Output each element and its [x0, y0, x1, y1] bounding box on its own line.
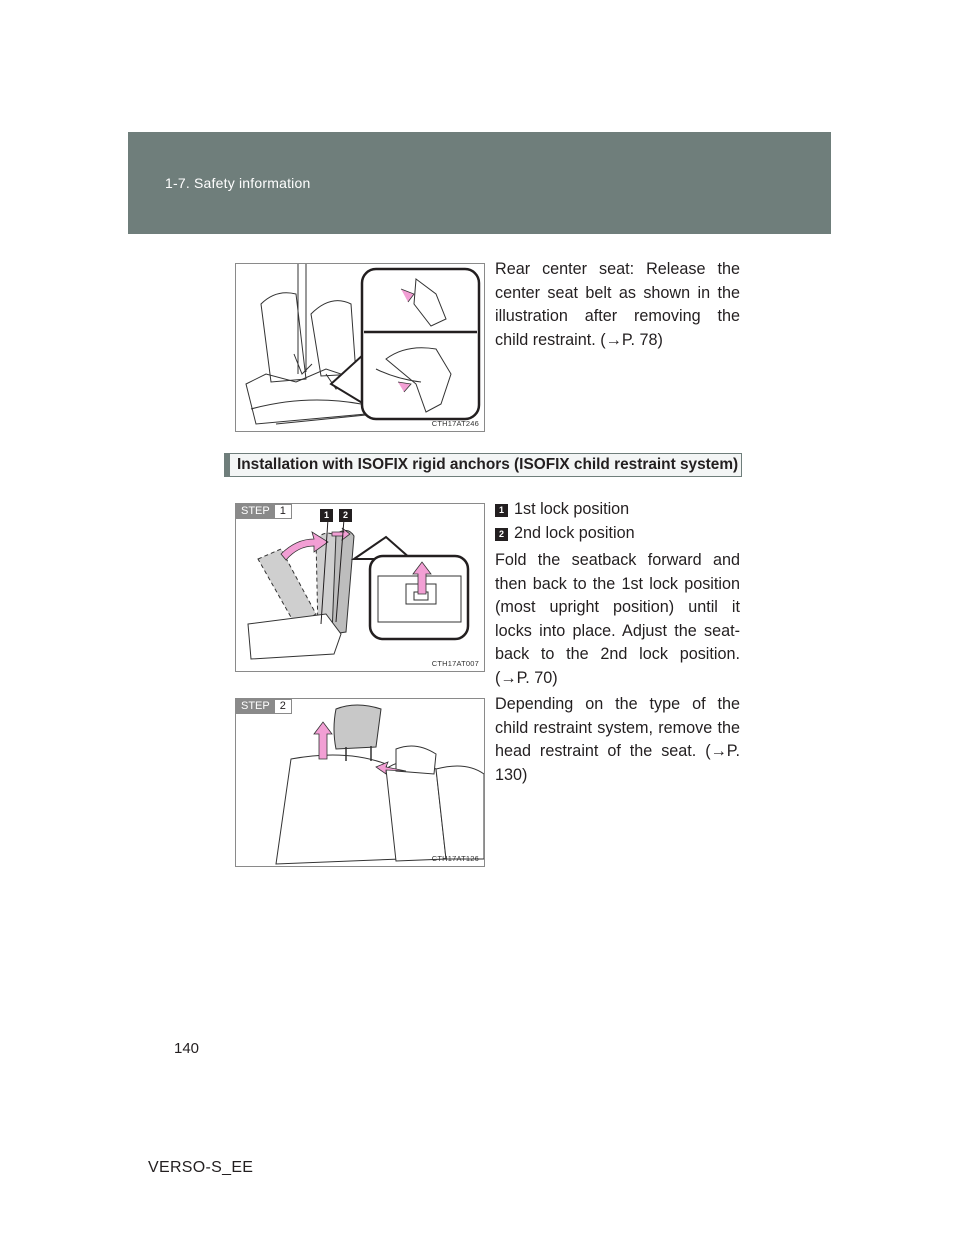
item-number-badge: 2 — [495, 528, 508, 541]
item-label: 2nd lock position — [514, 524, 635, 542]
section-heading-tab — [225, 454, 230, 476]
item-number-badge: 1 — [495, 504, 508, 517]
intro-text: Rear center seat: Release the center seat belt as shown in the illustration after removing the child restraint. (→P. 78) — [495, 260, 740, 349]
page-number: 140 — [174, 1040, 200, 1057]
figure-code: CTH17AT126 — [431, 854, 479, 863]
head-restraint-drawing — [236, 699, 484, 866]
section-header: 1-7. Safety information — [165, 175, 311, 191]
step-word: STEP — [236, 504, 275, 519]
footer-model-code: VERSO-S_EE — [148, 1159, 254, 1176]
lock-marker-2: 2 — [339, 509, 352, 522]
item-label: 1st lock position — [514, 500, 630, 518]
step2-illustration — [235, 698, 485, 867]
step-word: STEP — [236, 699, 275, 714]
lock-marker-1: 1 — [320, 509, 333, 522]
figure-code: CTH17AT007 — [431, 659, 479, 668]
step2-text: Depending on the type of the child restraint system, remove the head restraint of the seat. (→P. 130) — [495, 695, 740, 784]
center-belt-illustration — [235, 263, 485, 432]
step1-illustration — [235, 503, 485, 672]
step1-text: Fold the seatback forward and then back to the 1st lock position (most upright position) until it locks into place. Adjust the seat-back to the 2nd lock position. (→P. 70) — [495, 551, 740, 687]
section-title: Installation with ISOFIX rigid anchors (ISOFIX child restraint system) — [237, 456, 739, 473]
step-number: 1 — [275, 504, 292, 519]
step-number: 2 — [275, 699, 292, 714]
seat-belt-drawing — [236, 264, 484, 431]
section-heading — [224, 453, 742, 477]
figure-code: CTH17AT246 — [431, 419, 479, 428]
list-item — [495, 500, 629, 519]
seatback-fold-drawing — [236, 504, 484, 671]
list-item — [495, 524, 635, 543]
